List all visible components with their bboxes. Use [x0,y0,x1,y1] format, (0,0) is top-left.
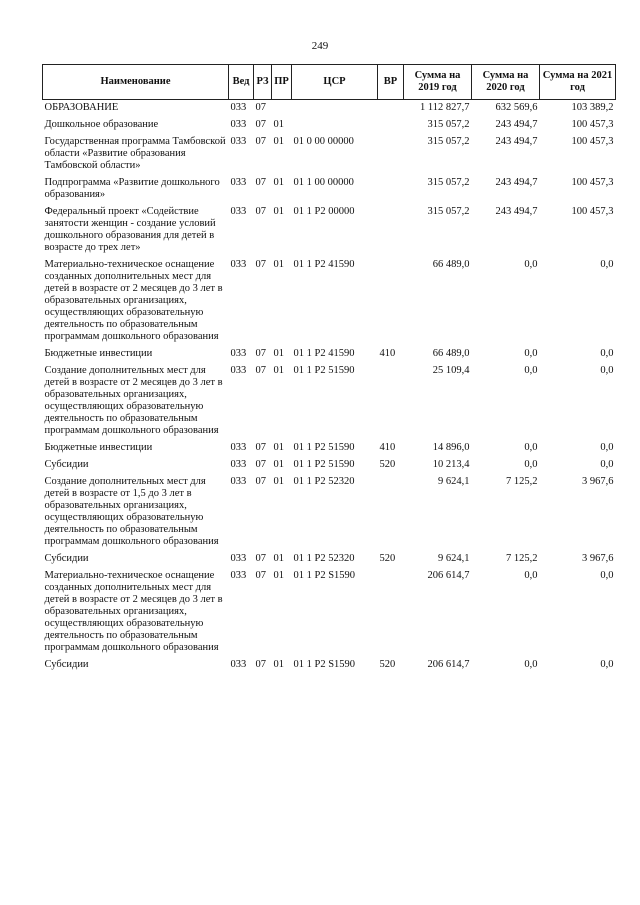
row-csr: 01 1 00 00000 [293,177,354,188]
header-sum-2019: Сумма на 2019 год [404,65,472,100]
row-vr: 520 [379,459,396,470]
row-rz: 07 [255,102,266,113]
table-row [43,440,616,457]
row-pr: 01 [273,476,284,487]
row-vr [378,175,404,204]
row-sum-2020: 0,0 [524,365,538,376]
row-rz: 07 [255,259,266,270]
row-sum-2021: 0,0 [600,259,614,270]
row-ved: 033 [230,365,247,376]
row-csr: 01 1 P2 S1590 [293,659,356,670]
row-name: ОБРАЗОВАНИЕ [44,102,119,113]
row-sum-2019: 206 614,7 [427,570,470,581]
row-csr [292,100,378,118]
row-sum-2020: 632 569,6 [495,102,538,113]
row-sum-2019: 315 057,2 [427,177,470,188]
row-name: Федеральный проект «Содействие занятости женщин - создание условий дошкольного образования для детей в возрасте до трех лет» [44,206,216,253]
row-ved: 033 [230,442,247,453]
row-vr: 520 [379,553,396,564]
row-rz: 07 [255,553,266,564]
row-sum-2020: 0,0 [524,348,538,359]
table-header [43,65,616,100]
row-vr [378,134,404,175]
table-row [43,474,616,551]
row-sum-2019: 1 112 827,7 [420,102,470,113]
table-row [43,551,616,568]
row-ved: 033 [230,177,247,188]
row-sum-2021: 0,0 [600,365,614,376]
row-csr: 01 1 P2 52320 [293,553,355,564]
row-ved: 033 [230,476,247,487]
row-sum-2020: 243 494,7 [495,119,538,130]
row-vr [378,204,404,257]
row-sum-2021: 103 389,2 [571,102,614,113]
row-sum-2019: 66 489,0 [432,259,470,270]
row-name: Субсидии [44,553,89,564]
row-sum-2020: 0,0 [524,659,538,670]
row-sum-2021: 0,0 [600,459,614,470]
row-csr: 01 1 P2 51590 [293,459,355,470]
row-sum-2021: 100 457,3 [571,206,614,217]
row-name: Дошкольное образование [44,119,159,130]
row-pr: 01 [273,442,284,453]
row-csr: 01 1 P2 41590 [293,259,355,270]
row-vr [378,117,404,134]
row-csr: 01 1 P2 S1590 [293,570,356,581]
row-sum-2020: 0,0 [524,442,538,453]
row-name: Государственная программа Тамбовской области «Развитие образования Тамбовской области» [44,136,226,171]
row-csr: 01 1 P2 51590 [293,442,355,453]
row-pr: 01 [273,177,284,188]
row-rz: 07 [255,476,266,487]
row-name: Бюджетные инвестиции [44,348,153,359]
row-pr: 01 [273,659,284,670]
row-sum-2021: 100 457,3 [571,119,614,130]
header-ved: Вед [229,65,254,100]
row-pr: 01 [273,259,284,270]
row-pr: 01 [273,553,284,564]
row-name: Создание дополнительных мест для детей в возрасте от 1,5 до 3 лет в образовательных организациях, осуществляющих образовательную деятельность по образовательным программам дошкольного образования [44,476,219,547]
row-sum-2019: 9 624,1 [438,476,470,487]
row-csr: 01 1 P2 51590 [293,365,355,376]
row-name: Субсидии [44,659,89,670]
row-sum-2020: 243 494,7 [495,206,538,217]
row-sum-2019: 315 057,2 [427,136,470,147]
page-number: 249 [311,40,329,52]
row-rz: 07 [255,136,266,147]
row-rz: 07 [255,570,266,581]
row-sum-2019: 25 109,4 [432,365,470,376]
row-sum-2020: 0,0 [524,259,538,270]
row-ved: 033 [230,659,247,670]
row-pr: 01 [273,570,284,581]
table-row [43,117,616,134]
table-row [43,100,616,118]
row-sum-2021: 100 457,3 [571,177,614,188]
row-sum-2019: 10 213,4 [432,459,470,470]
row-rz: 07 [255,442,266,453]
row-rz: 07 [255,659,266,670]
row-pr: 01 [273,206,284,217]
row-pr: 01 [273,119,284,130]
header-rz: РЗ [254,65,272,100]
table-row [43,363,616,440]
row-sum-2021: 0,0 [600,442,614,453]
row-name: Подпрограмма «Развитие дошкольного образования» [44,177,220,200]
row-sum-2020: 7 125,2 [506,553,538,564]
table-body [43,100,616,675]
row-pr: 01 [273,459,284,470]
row-ved: 033 [230,570,247,581]
row-name: Субсидии [44,459,89,470]
row-csr: 01 1 P2 41590 [293,348,355,359]
row-ved: 033 [230,119,247,130]
table-row [43,568,616,657]
table-row [43,657,616,674]
row-vr [378,474,404,551]
header-sum-2020: Сумма на 2020 год [472,65,540,100]
row-vr: 410 [379,348,396,359]
table-row [43,257,616,346]
row-sum-2019: 9 624,1 [438,553,470,564]
row-rz: 07 [255,177,266,188]
row-csr: 01 1 P2 52320 [293,476,355,487]
table-row [43,175,616,204]
row-ved: 033 [230,102,247,113]
row-ved: 033 [230,553,247,564]
row-ved: 033 [230,348,247,359]
row-vr [378,568,404,657]
row-sum-2021: 0,0 [600,659,614,670]
row-sum-2021: 3 967,6 [582,553,614,564]
table-row [43,134,616,175]
row-ved: 033 [230,206,247,217]
row-sum-2019: 315 057,2 [427,119,470,130]
row-pr: 01 [273,365,284,376]
row-csr [292,117,378,134]
row-sum-2019: 315 057,2 [427,206,470,217]
header-csr: ЦСР [292,65,378,100]
row-sum-2020: 243 494,7 [495,136,538,147]
row-sum-2019: 66 489,0 [432,348,470,359]
row-vr [378,363,404,440]
row-ved: 033 [230,459,247,470]
header-sum-2021: Сумма на 2021 год [540,65,616,100]
row-sum-2020: 0,0 [524,570,538,581]
table-row [43,457,616,474]
row-vr: 410 [379,442,396,453]
row-ved: 033 [230,259,247,270]
row-pr: 01 [273,348,284,359]
row-pr [272,100,292,118]
row-name: Создание дополнительных мест для детей в возрасте от 2 месяцев до 3 лет в образовательных организациях, осуществляющих образовательную деятельность по образовательным программам дошкольного образования [44,365,223,436]
row-csr: 01 1 P2 00000 [293,206,355,217]
row-name: Материально-техническое оснащение созданных дополнительных мест для детей в возрасте от 2 месяцев до 3 лет в образовательных организациях, осуществляющих образовательную деятельность по образовательным программам дошкольного образования [44,570,223,653]
row-vr [378,257,404,346]
row-vr: 520 [379,659,396,670]
row-sum-2020: 7 125,2 [506,476,538,487]
row-rz: 07 [255,206,266,217]
row-pr: 01 [273,136,284,147]
header-vr: ВР [378,65,404,100]
table-row [43,204,616,257]
row-sum-2021: 3 967,6 [582,476,614,487]
row-sum-2021: 0,0 [600,570,614,581]
row-rz: 07 [255,365,266,376]
row-rz: 07 [255,348,266,359]
row-csr: 01 0 00 00000 [293,136,354,147]
row-name: Материально-техническое оснащение созданных дополнительных мест для детей в возрасте от 2 месяцев до 3 лет в образовательных организациях, осуществляющих образовательную деятельность по образовательным программам дошкольного образования [44,259,223,342]
row-rz: 07 [255,119,266,130]
header-name: Наименование [43,65,229,100]
row-sum-2020: 243 494,7 [495,177,538,188]
row-ved: 033 [230,136,247,147]
row-sum-2021: 0,0 [600,348,614,359]
row-sum-2020: 0,0 [524,459,538,470]
header-pr: ПР [272,65,292,100]
table-row [43,346,616,363]
budget-table [42,64,616,674]
row-name: Бюджетные инвестиции [44,442,153,453]
row-sum-2019: 206 614,7 [427,659,470,670]
row-sum-2019: 14 896,0 [432,442,470,453]
row-sum-2021: 100 457,3 [571,136,614,147]
row-vr [378,100,404,118]
row-rz: 07 [255,459,266,470]
